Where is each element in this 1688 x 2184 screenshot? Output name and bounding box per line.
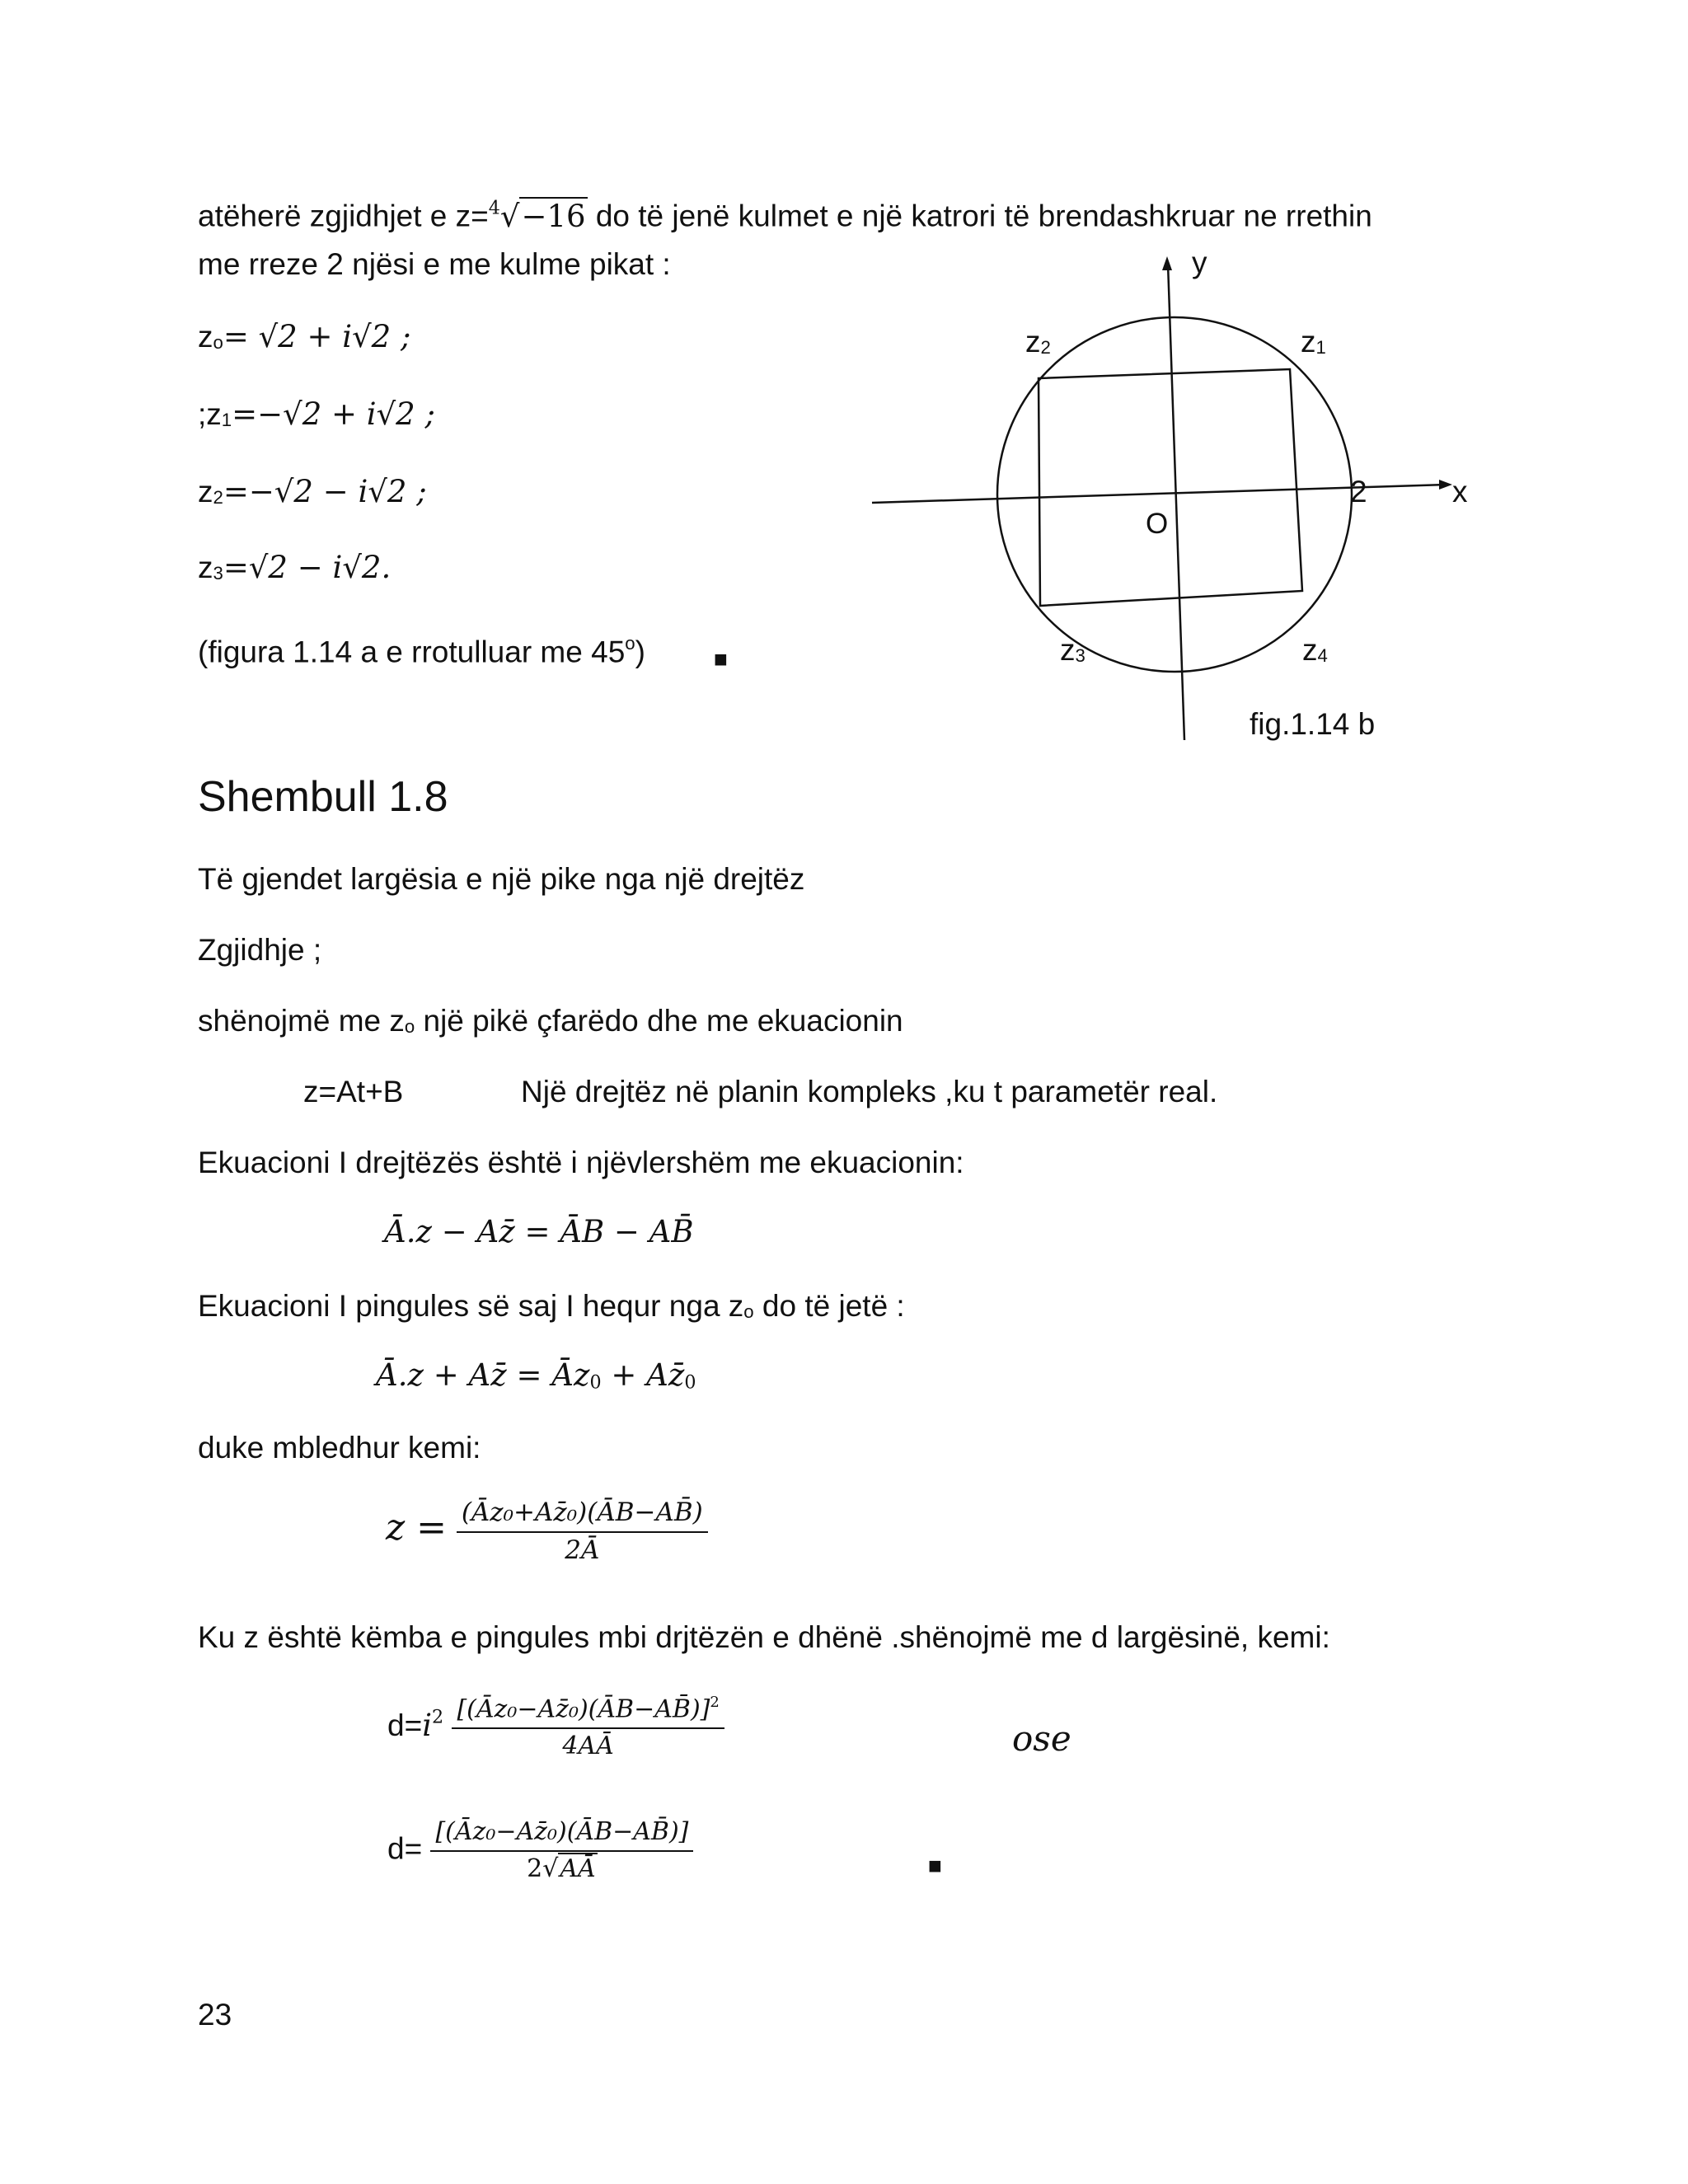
eq4-coef-exp: 2 <box>432 1706 444 1728</box>
vertex-base: z <box>1302 633 1318 667</box>
inscribed-square <box>1039 369 1302 606</box>
eq5-numerator: [(Āz₀−Az̄₀)(ĀB−AB̄)] <box>430 1818 693 1852</box>
eq5-den-root: AĀ <box>560 1854 596 1883</box>
eq3-denominator: 2Ā <box>565 1535 600 1565</box>
root-radicand: −16 <box>521 198 586 234</box>
eq5-denominator <box>430 1852 693 1884</box>
equivalence-text: Ekuacioni I drejtëzës është i njëvlershëm me ekuacionin: <box>198 1146 964 1179</box>
eq2-lhs: Ā.z + Az̄ = Āz <box>376 1357 590 1393</box>
y-axis <box>1168 264 1184 740</box>
point-label: z <box>198 320 213 354</box>
origin-label: O <box>1146 508 1169 540</box>
eq5-fraction <box>430 1818 693 1883</box>
point-label: ;z <box>198 397 222 431</box>
vertex-label-z4 <box>1302 633 1328 668</box>
eq4-numerator <box>452 1694 724 1729</box>
equation-4 <box>387 1694 724 1761</box>
vertex-sub: 1 <box>1315 337 1326 359</box>
eq3-lhs: z = <box>386 1507 448 1549</box>
or-word: ose <box>1012 1718 1071 1759</box>
eq4-coef <box>422 1708 443 1743</box>
perpendicular-text <box>198 1289 905 1324</box>
equation-2 <box>376 1358 696 1394</box>
eq4-coef-base: i <box>422 1708 433 1744</box>
circle <box>997 317 1352 672</box>
figure-caption: fig.1.14 b <box>1250 707 1376 741</box>
point-expr: = √2 + i√2 ; <box>223 319 411 354</box>
eq2-sub: 0 <box>684 1371 696 1394</box>
example-heading: Shembull 1.8 <box>198 773 448 821</box>
axis-y-label: y <box>1192 246 1207 279</box>
perp-text-b: do të jetë : <box>753 1289 905 1323</box>
vertex-label-z2 <box>1025 325 1051 360</box>
point-label: z <box>198 475 213 509</box>
eq3-fraction <box>457 1498 708 1565</box>
vertex-base: z <box>1025 325 1041 359</box>
point-sub: 1 <box>221 410 232 431</box>
eq5-prefix: d= <box>387 1831 423 1866</box>
axis-x-label: x <box>1452 475 1468 509</box>
denote-sub: o <box>404 1016 415 1038</box>
x-axis-arrow <box>1439 480 1452 490</box>
radius-tick-label: 2 <box>1350 475 1367 509</box>
page-number: 23 <box>198 1998 232 2032</box>
eq2-mid: + Az̄ <box>601 1357 685 1393</box>
root-index: 4 <box>488 197 500 218</box>
line-equation: z=At+B <box>303 1075 404 1108</box>
eq4-prefix: d= <box>387 1708 423 1743</box>
equation-3 <box>386 1498 708 1565</box>
point-sub: 2 <box>213 487 223 509</box>
eq4-fraction <box>452 1694 724 1761</box>
point-sub: o <box>213 332 223 354</box>
intro-text-b: do të jenë kulmet e një katrori të brendashkruar ne rrethin <box>587 199 1372 233</box>
intro-text-a: atëherë zgjidhjet e z= <box>198 199 489 233</box>
qed-mark-1: ■ <box>714 646 728 672</box>
figure-note-text: (figura 1.14 a e rrotulluar me 45 <box>198 635 626 669</box>
equation-5 <box>387 1818 693 1883</box>
figure-note-close: ) <box>635 635 645 669</box>
eq4-num-text: [(Āz₀−Az̄₀)(ĀB−AB̄)] <box>457 1694 710 1724</box>
eq4-num-exp: 2 <box>710 1694 720 1711</box>
point-sub: 3 <box>213 563 223 584</box>
point-expr: =√2 − i√2. <box>223 550 392 585</box>
solution-label: Zgjidhje ; <box>198 933 322 967</box>
point-expr: =−√2 + i√2 ; <box>232 396 435 432</box>
point-label: z <box>198 551 213 584</box>
denote-text-b: një pikë çfarëdo dhe me ekuacionin <box>415 1004 903 1038</box>
perp-sub: o <box>743 1301 754 1323</box>
degree-mark: o <box>625 633 635 654</box>
denote-text-a: shënojmë me z <box>198 1004 405 1038</box>
eq5-den-coef: 2 <box>527 1854 543 1883</box>
adding-text: duke mbledhur kemi: <box>198 1431 481 1465</box>
perp-text-a: Ekuacioni I pingules së saj I hequr nga z <box>198 1289 744 1323</box>
vertex-label-z3 <box>1060 633 1085 668</box>
equation-1: Ā.z − Az̄ = ĀB − AB̄ <box>384 1214 694 1249</box>
qed-mark-2: ■ <box>928 1853 942 1878</box>
eq4-denominator: 4AĀ <box>562 1732 614 1761</box>
eq3-numerator: (Āz₀+Az̄₀)(ĀB−AB̄) <box>457 1498 708 1533</box>
denote-line <box>198 1004 903 1039</box>
fourth-root: $^4$√−16 <box>488 197 586 234</box>
intro-line-2: me rreze 2 njësi e me kulme pikat : <box>198 247 671 281</box>
foot-text: Ku z është këmba e pingules mbi drjtëzën e dhënë .shënojmë me d largësinë, kemi: <box>198 1620 1330 1654</box>
vertex-label-z1 <box>1301 325 1326 360</box>
y-axis-arrow <box>1162 256 1172 270</box>
vertex-sub: 3 <box>1075 645 1085 667</box>
point-expr: =−√2 − i√2 ; <box>223 474 427 509</box>
sqrt-symbol: √ <box>542 1854 559 1883</box>
vertex-sub: 2 <box>1040 337 1051 359</box>
vertex-sub: 4 <box>1317 645 1328 667</box>
vertex-base: z <box>1060 633 1076 667</box>
problem-statement: Të gjendet largësia e një pike nga një drejtëz <box>198 862 805 896</box>
eq2-sub: 0 <box>589 1371 602 1394</box>
vertex-base: z <box>1301 325 1316 359</box>
line-description: Një drejtëz në planin kompleks ,ku t parametër real. <box>521 1075 1218 1108</box>
